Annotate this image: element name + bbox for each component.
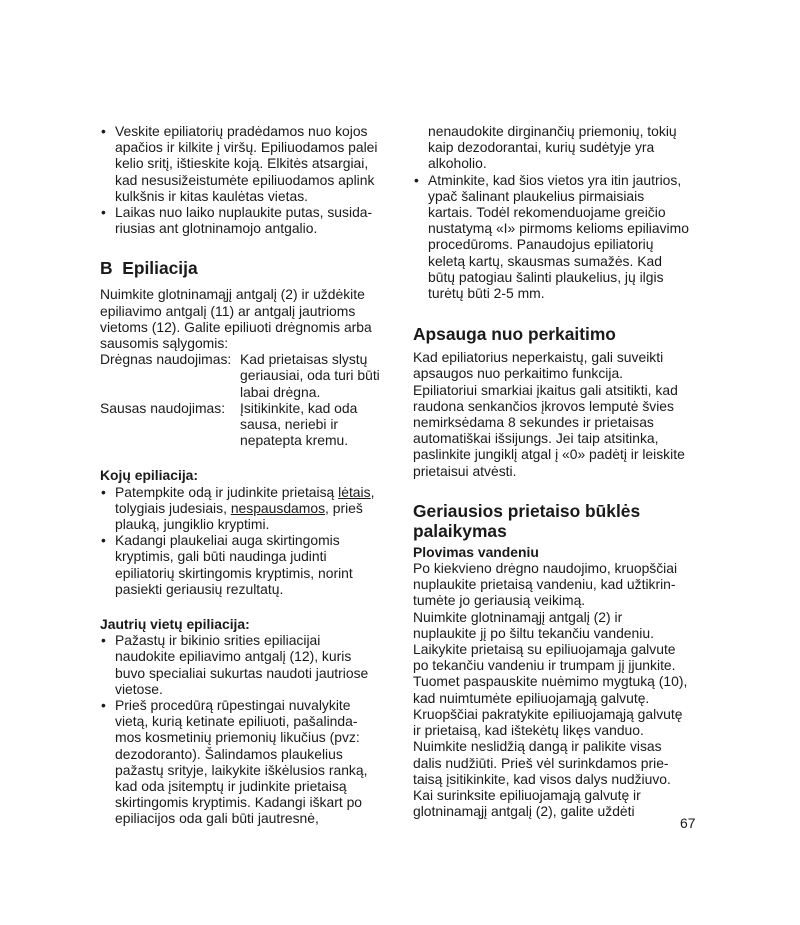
text-line: kulkšnis ir kitas kaulėtas vietas. (115, 187, 308, 204)
wet-use-text: labai drėgna. (240, 383, 321, 400)
text-line: sausomis sąlygomis: (100, 335, 229, 352)
text-fragment: Patempkite odą ir judinkite prietaisą (115, 483, 339, 500)
dry-use-label: Sausas naudojimas: (100, 399, 226, 416)
text-line: Kruopščiai pakratykite epiliuojamąją galvutę (413, 705, 683, 722)
wet-use-row (100, 351, 390, 400)
text-fragment: , prieš (325, 499, 363, 516)
text-line: Kai surinksite epiliuojamąją galvutę ir (413, 786, 641, 803)
text-line: nuplaukite jį po šiltu tekančiu vandeniu. (413, 624, 654, 641)
washing-paragraph (413, 560, 703, 819)
text-line: vietą, kurią ketinate epiliuoti, pašalinda- (115, 713, 358, 730)
text-line: glotninamąjį antgalį (2), galite uždėti (413, 803, 635, 820)
text-line: Kad epiliatorius neperkaistų, gali suveikti (413, 349, 664, 366)
text-fragment: tolygiais judesiais, (115, 499, 231, 516)
text-line (115, 500, 390, 516)
text-line: buvo specialiai sukurtas naudoti jautriose (115, 664, 369, 681)
text-line: keletą kartų, skausmas sumažės. Kad (428, 252, 662, 269)
wet-use-text: Kad prietaisas slystų (240, 351, 368, 368)
text-line: prietaisui atvėsti. (413, 462, 517, 479)
text-line: • Laikas nuo laiko nuplaukite putas, susida- (115, 204, 373, 221)
section-b-heading: B Epiliacija (100, 258, 198, 279)
text-line: • Atminkite, kad šios vietos yra itin jautrios, (428, 171, 682, 188)
dry-use-text: nepatepta kremu. (240, 432, 349, 449)
heading-line: Geriausios prietaiso būklės (413, 500, 641, 521)
text-line: dezodoranto). Šalindamos plaukelius (115, 745, 343, 762)
text-line: • Veskite epiliatorių pradėdamos nuo kojos (115, 123, 368, 139)
text-line (115, 484, 390, 500)
text-line: alkoholio. (428, 155, 487, 172)
intro-bullet-2 (100, 204, 390, 236)
text-line: ypač šalinant plaukelius pirmaisiais (428, 187, 645, 204)
page-number: 67 (680, 815, 696, 831)
wet-use-label: Drėgnas naudojimas: (100, 351, 232, 368)
left-column (100, 123, 390, 827)
care-heading (413, 501, 703, 541)
text-line: • Prieš procedūrą rūpestingai nuvalykite (115, 697, 351, 713)
right-column (413, 123, 703, 819)
text-line: kaip dezodorantai, kurių sudėtyje yra (428, 139, 655, 156)
text-line: procedūroms. Panaudojus epiliatorių (428, 236, 654, 253)
washing-heading: Plovimas vandeniu (413, 543, 539, 560)
text-fragment: , (370, 483, 375, 500)
text-line: Tuomet paspauskite nuėmimo mygtuką (10), (413, 673, 688, 690)
text-line: naudokite epiliavimo antgalį (12), kuris (115, 648, 352, 665)
text-line: nuplaukite prietaisą vandeniu, kad užtikrin- (413, 576, 676, 593)
text-line: plauką, jungiklio kryptimi. (115, 515, 270, 532)
text-line: tumėte jo geriausią veikimą. (413, 592, 586, 609)
wet-use-text: geriausiai, oda turi būti (240, 367, 380, 384)
text-line: Epiliatoriui smarkiai įkaitus gali atsitikti, kad (413, 381, 678, 398)
text-line: vietoms (12). Galite epiliuoti drėgnomis arba (100, 318, 372, 335)
sensitive-bullet-1 (100, 632, 390, 697)
continued-text (413, 123, 703, 172)
text-line: vietose. (115, 680, 163, 697)
text-line: raudona senkančios įkrovos lemputė švies (413, 397, 674, 414)
sensitive-areas-heading: Jautrių vietų epiliacija: (100, 615, 250, 632)
text-line: kartais. Todėl rekomenduojame greičio (428, 204, 666, 221)
text-line: automatiškai išsijungs. Jei taip atsitinka, (413, 430, 659, 447)
text-line: paslinkite jungiklį atgal į «0» padėtį ir leiskite (413, 446, 685, 463)
text-line: kad nuimtumėte epiliuojamąją galvutę. (413, 689, 650, 706)
text-line: kryptimis, gali būti naudinga judinti (115, 548, 327, 565)
text-line: kelio sritį, ištieskite koją. Elkitės atsargiai, (115, 155, 369, 172)
text-line: taisą įsitikinkite, kad visos dalys nudžiuvo. (413, 770, 671, 787)
text-line: Laikykite prietaisą su epiliuojamąja galvute (413, 641, 676, 658)
heading-line: palaikymas (413, 520, 507, 541)
underlined-word: lėtais (338, 483, 371, 500)
text-line: Nuimkite glotninamąjį antgalį (2) ir (413, 608, 623, 625)
overheat-paragraph (413, 349, 703, 479)
overheat-heading: Apsauga nuo perkaitimo (413, 324, 616, 345)
text-line: pažastų srityje, laikykite iškėlusios ranką, (115, 761, 368, 778)
text-line: pasiekti geriausių rezultatų. (115, 580, 284, 597)
sensitive-bullet-2 (100, 697, 390, 827)
text-line: nenaudokite dirginančių priemonių, tokių (428, 123, 677, 139)
underlined-word: nespausdamos (230, 499, 326, 516)
sensitivity-bullet (413, 172, 703, 302)
text-line: nemirksėdama 8 sekundes ir prietaisas (413, 414, 654, 431)
text-line: epiliavimo antgalį (11) ar antgalį jautrioms (100, 302, 356, 319)
legs-bullet-1 (100, 484, 390, 533)
dry-use-text: sausa, neriebi ir (240, 415, 339, 432)
text-line: apsaugos nuo perkaitimo funkcija. (413, 365, 624, 382)
text-line: • Pažastų ir bikinio srities epiliacijai (115, 632, 321, 649)
section-b-paragraph (100, 286, 390, 351)
text-line: po tekančiu vandeniu ir trumpam jį įjunkite. (413, 657, 676, 674)
intro-bullet-1 (100, 123, 390, 204)
text-line: kad nesusižeistumėte epiliuodamos aplink (115, 171, 375, 188)
text-line: Nuimkite neslidžią dangą ir palikite visas (413, 738, 662, 755)
text-line: epiliacijos oda gali būti jautresnė, (115, 810, 319, 827)
legs-bullet-2 (100, 532, 390, 597)
text-line: skirtingomis kryptimis. Kadangi iškart po (115, 794, 363, 811)
text-line: • Kadangi plaukeliai auga skirtingomis (115, 532, 340, 549)
text-line: Po kiekvieno drėgno naudojimo, kruopščiai (413, 560, 678, 577)
dry-use-row (100, 400, 390, 449)
text-line: epiliatorių skirtingomis kryptimis, norint (115, 564, 353, 581)
dry-use-text: Įsitikinkite, kad oda (240, 399, 358, 416)
text-line: mos kosmetinių priemonių likučius (pvz: (115, 729, 360, 746)
text-line: kad oda įsitemptų ir judinkite prietaisą (115, 778, 347, 795)
text-line: riusias ant glotninamojo antgalio. (115, 220, 318, 237)
text-line: būtų patogiau šalinti plaukelius, jų ilgis (428, 268, 664, 285)
text-line: Nuimkite glotninamąjį antgalį (2) ir uždėkite (100, 286, 365, 303)
text-line: dalis nudžiūti. Prieš vėl surinkdamos prie- (413, 754, 669, 771)
text-line: nustatymą «I» pirmoms kelioms epiliavimo (428, 220, 689, 237)
text-line: ir prietaisą, kad ištekėtų likęs vanduo. (413, 722, 644, 739)
legs-epilation-heading: Kojų epiliacija: (100, 467, 199, 484)
text-line: apačios ir kilkite į viršų. Epiliuodamos palei (115, 139, 378, 156)
text-line: turėtų būti 2-5 mm. (428, 285, 545, 302)
